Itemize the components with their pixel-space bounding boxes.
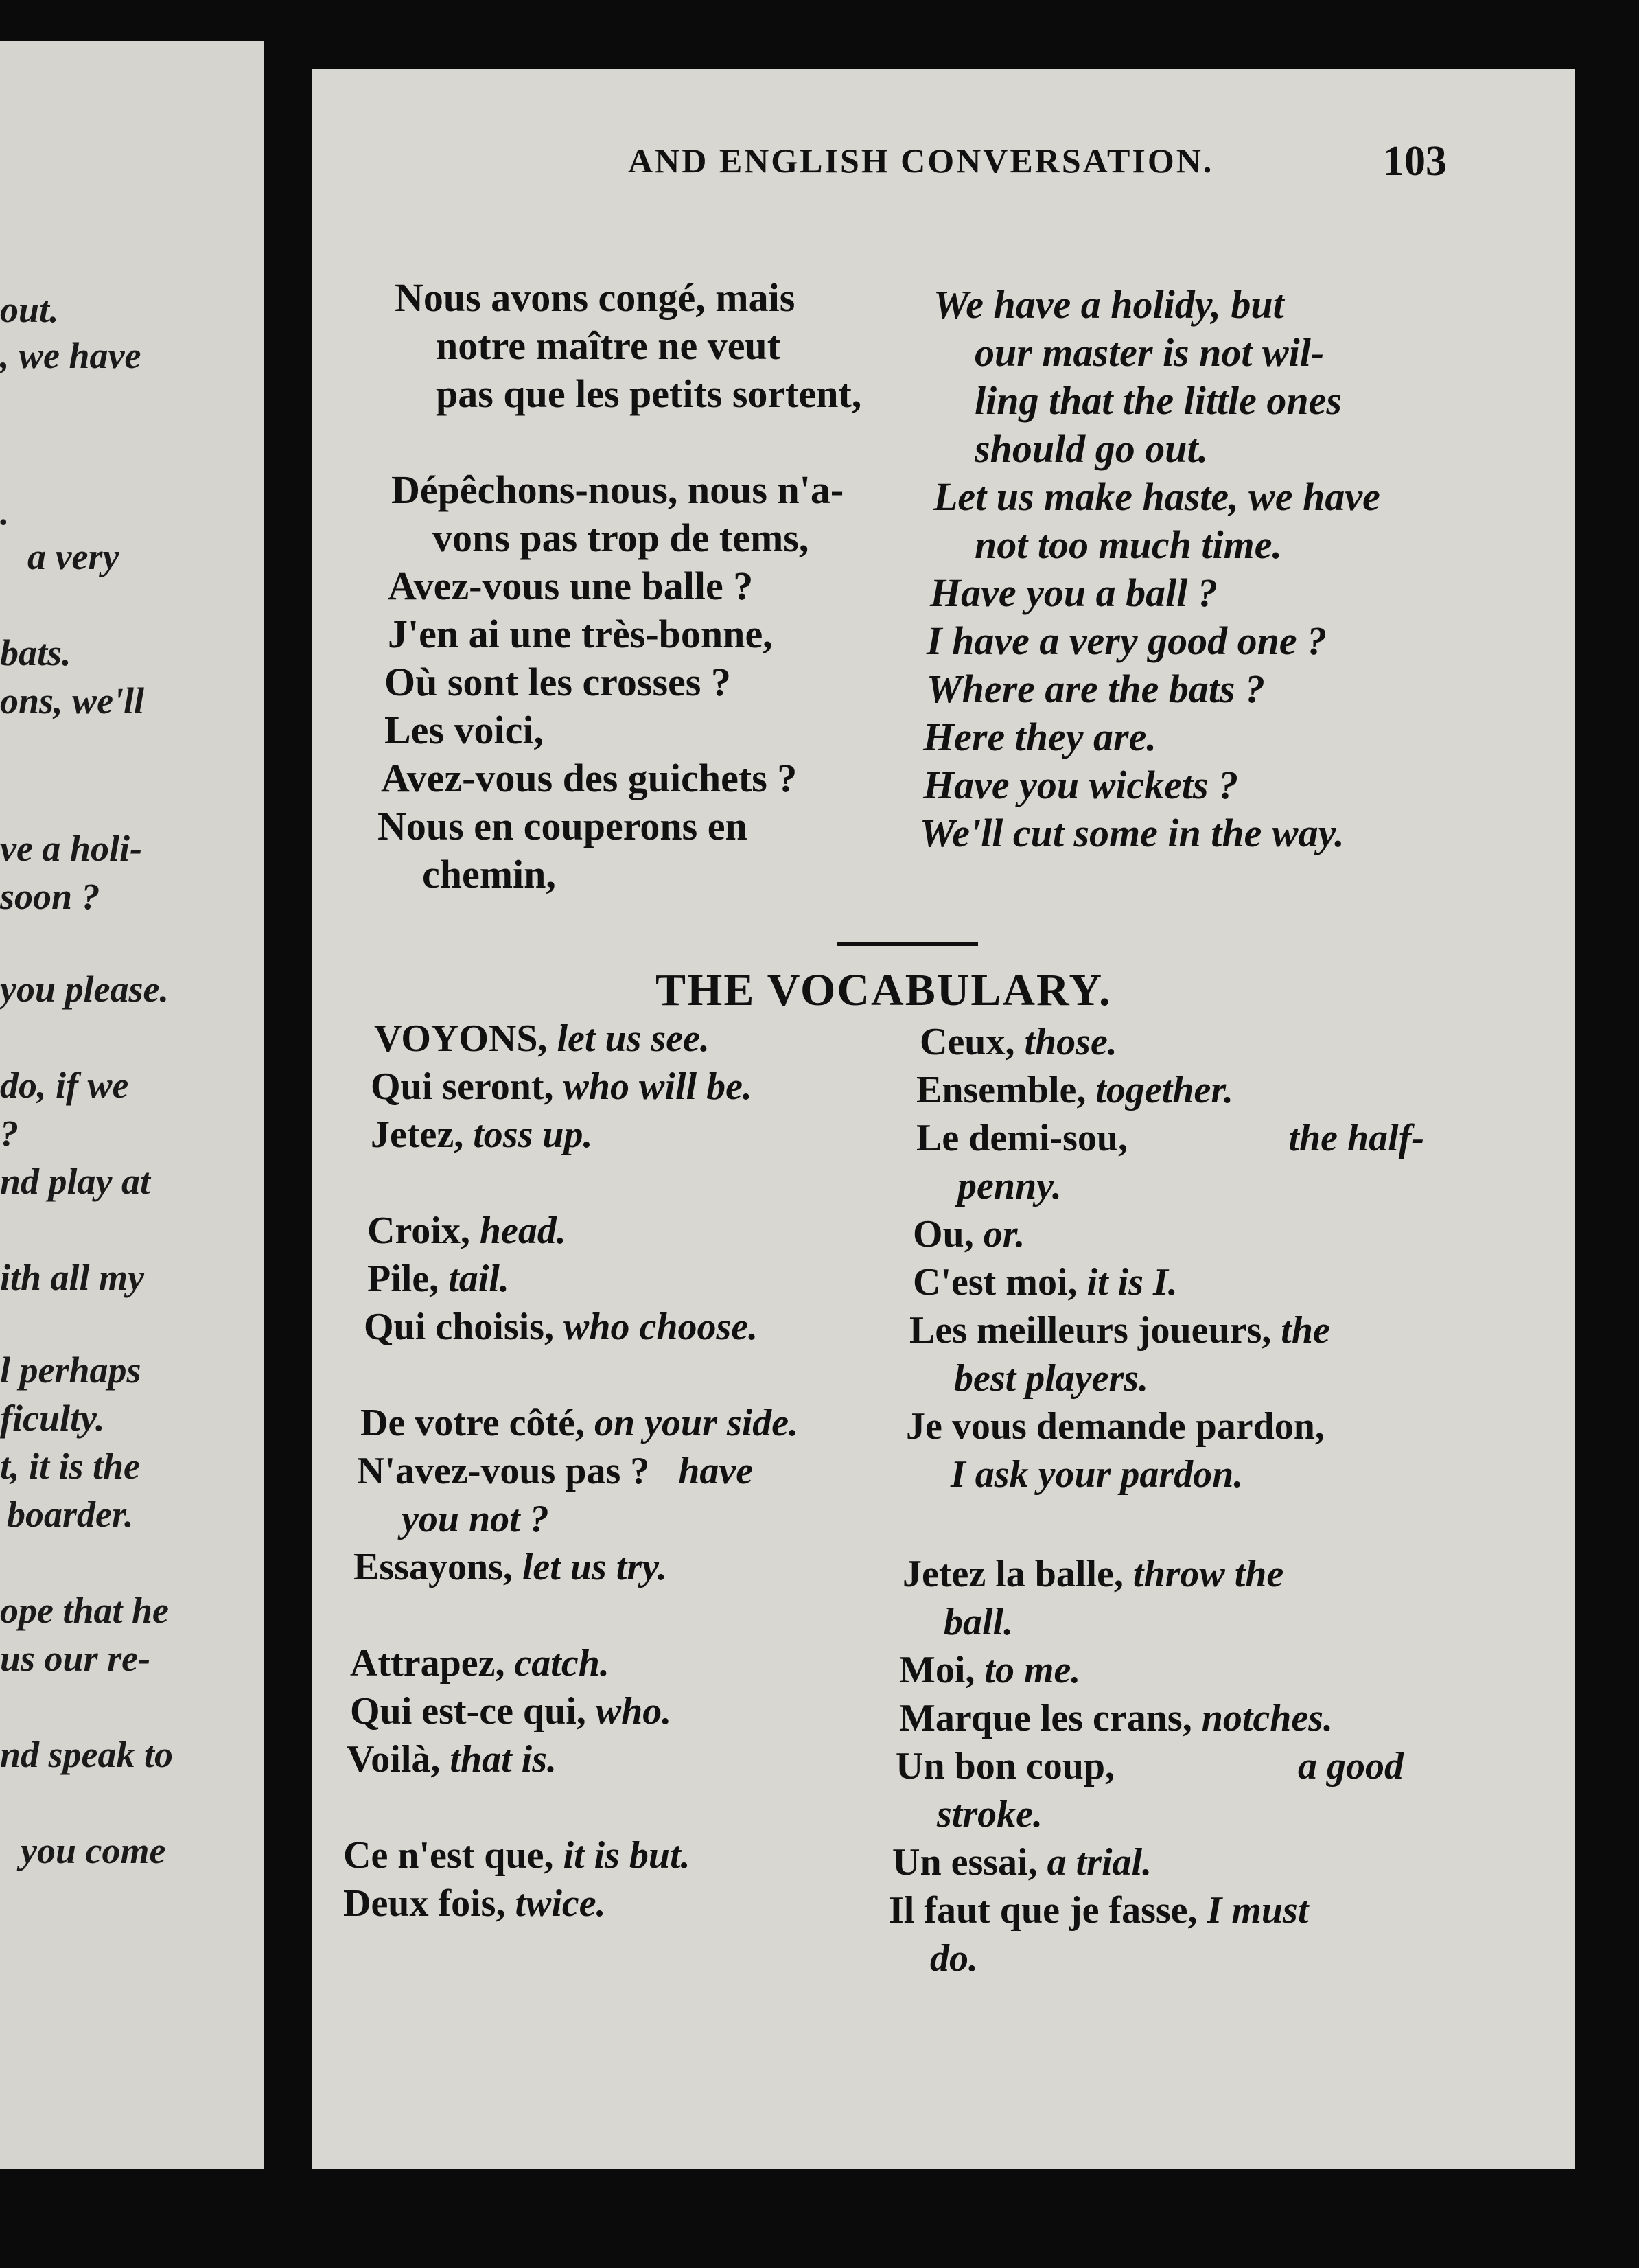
dialogue-en-line: not too much time. xyxy=(975,522,1282,567)
vocab-entry: Qui choisis, who choose. xyxy=(364,1306,758,1348)
vocab-entry: N'avez-vous pas ? have xyxy=(357,1450,754,1492)
left-fragment: do, if we xyxy=(0,1065,129,1106)
vocab-entry: Ensemble, together. xyxy=(916,1069,1234,1111)
vocab-entry-continuation: I ask your pardon. xyxy=(951,1453,1244,1496)
vocab-entry: Deux fois, twice. xyxy=(343,1882,606,1925)
vocab-entry: Attrapez, catch. xyxy=(350,1642,609,1685)
dialogue-en-line: We'll cut some in the way. xyxy=(920,811,1345,855)
left-fragment: ons, we'll xyxy=(0,680,145,721)
left-fragment: us our re- xyxy=(0,1638,151,1679)
left-fragment: l perhaps xyxy=(0,1350,141,1391)
dialogue-fr-line: Avez-vous des guichets ? xyxy=(381,756,798,800)
left-fragment: ith all my xyxy=(0,1257,145,1298)
dialogue-fr-line: vons pas trop de tems, xyxy=(432,516,809,560)
left-fragment: , we have xyxy=(0,335,141,376)
dialogue-fr-line: Nous avons congé, mais xyxy=(395,275,795,320)
left-fragment: you please. xyxy=(0,969,169,1010)
vocab-entry: Le demi-sou, the half- xyxy=(916,1117,1424,1159)
vocab-entry: Ce n'est que, it is but. xyxy=(343,1834,690,1877)
vocab-entry: Croix, head. xyxy=(367,1210,566,1252)
dialogue-en-line: I have a very good one ? xyxy=(927,618,1327,663)
vocab-entry: C'est moi, it is I. xyxy=(913,1261,1178,1304)
left-fragment: you come xyxy=(21,1830,166,1871)
vocab-entry-continuation: do. xyxy=(930,1937,978,1980)
vocab-entry: Essayons, let us try. xyxy=(353,1546,667,1588)
left-fragment: t, it is the xyxy=(0,1446,141,1487)
left-fragment: boarder. xyxy=(7,1494,134,1535)
vocab-entry: Il faut que je fasse, I must xyxy=(889,1889,1309,1932)
vocab-entry: Ou, or. xyxy=(913,1213,1025,1256)
vocab-entry: Un bon coup, a good xyxy=(896,1745,1404,1787)
dialogue-en-line: Have you a ball ? xyxy=(930,570,1218,615)
vocab-entry: Voilà, that is. xyxy=(347,1738,557,1781)
left-fragment: ve a holi- xyxy=(0,828,142,869)
left-fragment: . xyxy=(0,491,10,533)
dialogue-en-line: should go out. xyxy=(975,426,1209,471)
vocab-entry: Marque les crans, notches. xyxy=(899,1697,1334,1739)
left-fragment: out. xyxy=(0,289,59,330)
left-fragment: a very xyxy=(27,536,119,577)
dialogue-en-line: Have you wickets ? xyxy=(923,763,1239,807)
left-fragment: nd play at xyxy=(0,1161,151,1202)
dialogue-en-line: Let us make haste, we have xyxy=(933,474,1380,519)
dialogue-en-line: our master is not wil- xyxy=(975,330,1325,375)
vocab-entry-continuation: best players. xyxy=(954,1357,1149,1400)
book-page xyxy=(312,69,1575,2169)
dialogue-en-line: Here they are. xyxy=(923,715,1156,759)
vocab-entry: Jetez la balle, throw the xyxy=(903,1553,1284,1595)
page-number: 103 xyxy=(1383,138,1447,185)
vocab-entry: Qui est-ce qui, who. xyxy=(350,1690,672,1733)
vocab-entry: Jetez, toss up. xyxy=(371,1113,593,1156)
vocab-entry: Un essai, a trial. xyxy=(892,1841,1152,1884)
left-fragment: bats. xyxy=(0,632,71,673)
running-head: AND ENGLISH CONVERSATION. xyxy=(628,141,1214,180)
vocab-entry: Moi, to me. xyxy=(899,1649,1081,1691)
vocab-entry-continuation: you not ? xyxy=(402,1498,549,1540)
dialogue-fr-line: chemin, xyxy=(422,852,556,896)
dialogue-fr-line: pas que les petits sortent, xyxy=(436,371,862,416)
left-fragment: ficulty. xyxy=(0,1398,105,1439)
left-page-fragment xyxy=(0,41,264,2169)
dialogue-fr-line: Dépêchons-nous, nous n'a- xyxy=(391,467,844,512)
vocab-entry-continuation: penny. xyxy=(957,1165,1062,1207)
dialogue-fr-line: notre maître ne veut xyxy=(436,323,781,368)
vocab-entry-continuation: ball. xyxy=(944,1601,1014,1643)
left-fragment: ope that he xyxy=(0,1590,170,1631)
dialogue-fr-line: Nous en couperons en xyxy=(377,804,747,848)
vocab-entry: Je vous demande pardon, xyxy=(906,1405,1325,1448)
section-rule xyxy=(837,942,978,946)
left-fragment: ? xyxy=(0,1113,19,1154)
vocab-entry: Ceux, those. xyxy=(920,1021,1117,1063)
vocab-entry: Pile, tail. xyxy=(367,1258,509,1300)
left-fragment: soon ? xyxy=(0,876,100,917)
dialogue-fr-line: J'en ai une très-bonne, xyxy=(388,612,773,656)
vocab-entry-continuation: stroke. xyxy=(937,1793,1043,1836)
vocab-entry: VOYONS, let us see. xyxy=(374,1017,710,1060)
vocabulary-title: THE VOCABULARY. xyxy=(655,965,1112,1015)
dialogue-en-line: We have a holidy, but xyxy=(933,282,1284,327)
dialogue-fr-line: Avez-vous une balle ? xyxy=(388,564,754,608)
dialogue-fr-line: Les voici, xyxy=(384,708,544,752)
dialogue-en-line: ling that the little ones xyxy=(975,378,1342,423)
left-fragment: nd speak to xyxy=(0,1734,174,1775)
vocab-entry: Qui seront, who will be. xyxy=(371,1065,752,1108)
dialogue-fr-line: Où sont les crosses ? xyxy=(384,660,731,704)
dialogue-en-line: Where are the bats ? xyxy=(927,667,1265,711)
vocab-entry: Les meilleurs joueurs, the xyxy=(909,1309,1330,1352)
vocab-entry: De votre côté, on your side. xyxy=(360,1402,799,1444)
